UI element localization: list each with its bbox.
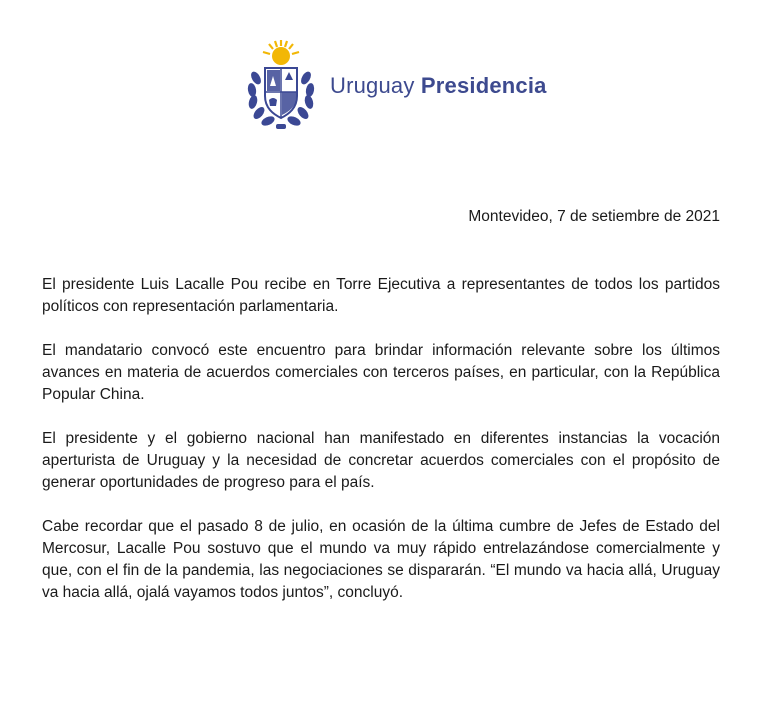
dateline: Montevideo, 7 de setiembre de 2021 — [468, 208, 720, 225]
uruguay-coat-of-arms-icon — [240, 38, 322, 134]
paragraph-1: El presidente Luis Lacalle Pou recibe en Torre Ejecutiva a representantes de todos los partidos políticos con representación parlamentaria. — [42, 276, 720, 315]
brand-wordmark — [330, 73, 547, 99]
letterhead — [240, 38, 547, 134]
press-release-body — [42, 274, 720, 626]
brand-country: Uruguay — [330, 73, 415, 98]
brand-office: Presidencia — [420, 73, 547, 98]
paragraph-2: El mandatario convocó este encuentro para brindar información relevante sobre los últimos avances en materia de acuerdos comerciales con terceros países, en particular, con la República Popular China. — [42, 342, 720, 403]
paragraph-3: El presidente y el gobierno nacional han manifestado en diferentes instancias la vocación aperturista de Uruguay y la necesidad de concretar acuerdos comerciales con el propósito de generar oportunidades de progreso para el país. — [42, 430, 720, 491]
paragraph-4: Cabe recordar que el pasado 8 de julio, en ocasión de la última cumbre de Jefes de Estado del Mercosur, Lacalle Pou sostuvo que el mundo va muy rápido entrelazándose comercialmente y que, con el fin de la pandemia, las negociaciones se dispararán. “El mundo va hacia allá, Uruguay va hacia allá, ojalá vayamos todos juntos”, concluyó. — [42, 518, 720, 601]
